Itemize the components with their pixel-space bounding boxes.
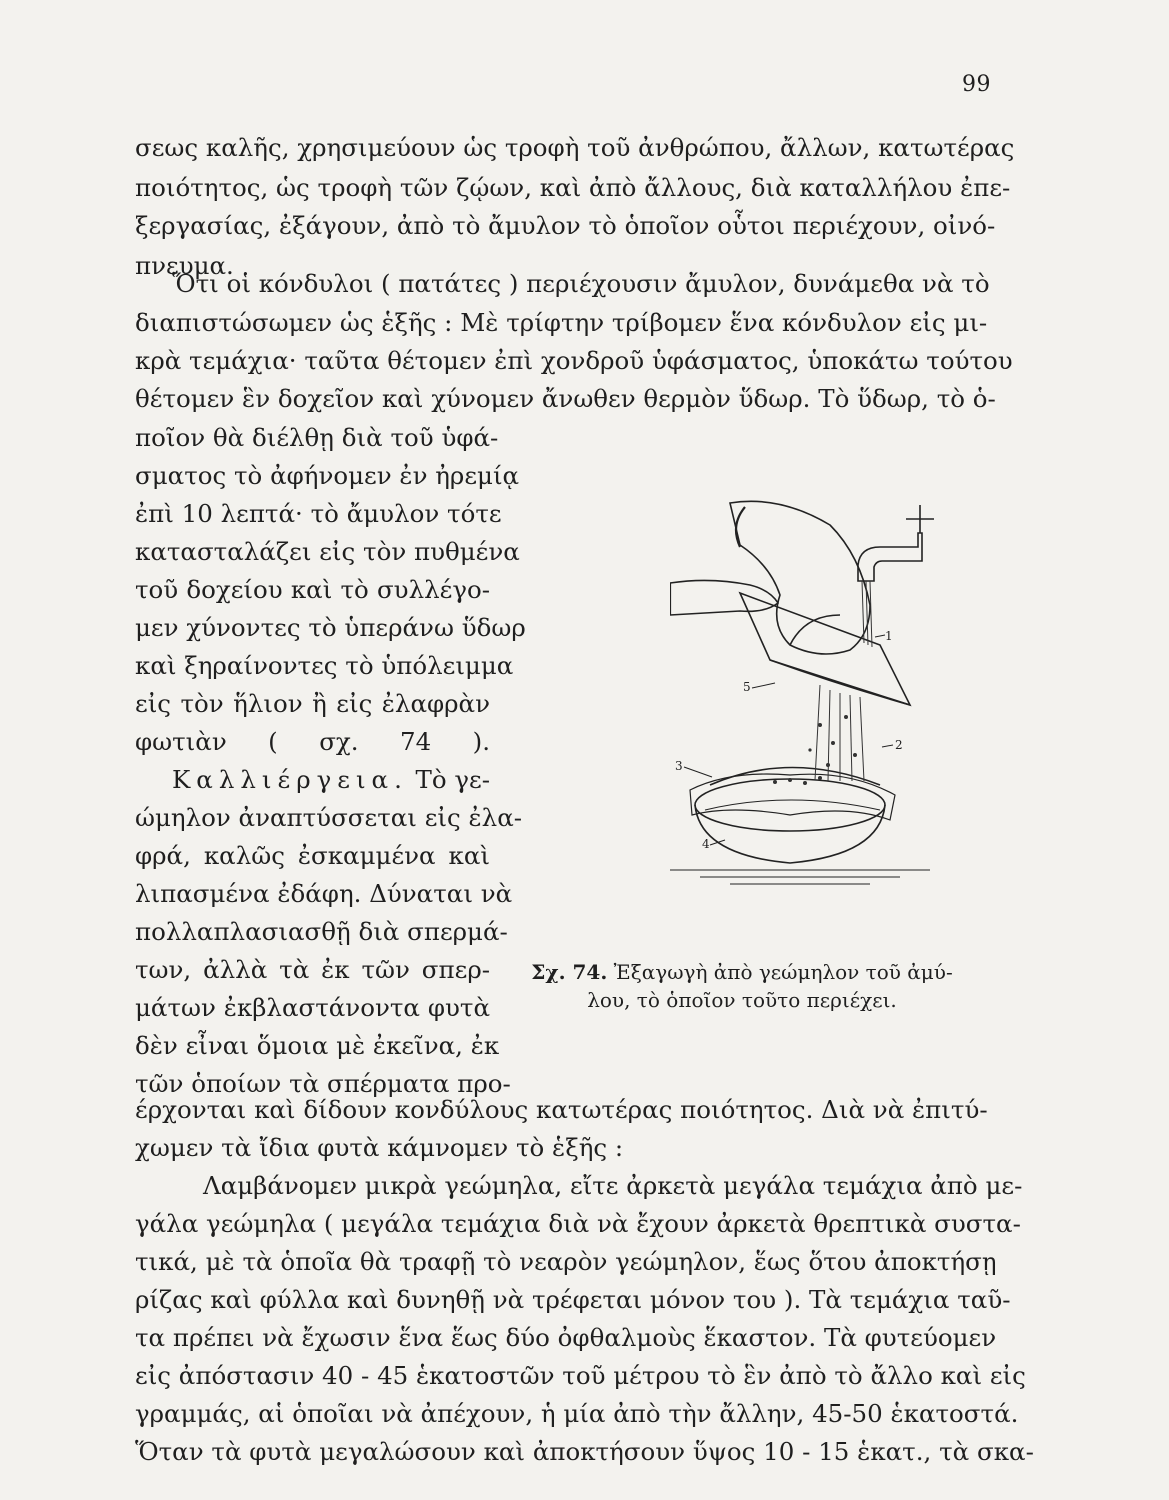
text-line: μεν χύνοντες τὸ ὑπεράνω ὕδωρ <box>135 613 526 642</box>
text-line: εἰς ἀπόστασιν 40 - 45 ἑκατοστῶν τοῦ μέτρου τὸ ἓν ἀπὸ τὸ ἄλλο καὶ εἰς <box>135 1361 1026 1390</box>
text-line: έρχονται καὶ δίδουν κονδύλους κατωτέρας ποιότητος. Διὰ νὰ ἐπιτύ- <box>135 1095 988 1124</box>
figure-caption <box>522 958 962 1014</box>
text-line: κατασταλάζει εἰς τὸν πυθμένα <box>135 537 520 566</box>
text-line: διαπιστώσωμεν ὡς ἑξῆς : Μὲ τρίφτην τρίβομεν ἕνα κόνδυλον εἰς μι- <box>135 308 988 337</box>
text-line: εἰς τὸν ἥλιον ἢ εἰς ἐλαφρὰν <box>135 689 490 718</box>
text-line: τῶν ὁποίων τὰ σπέρματα προ- <box>135 1069 511 1098</box>
text-line: τικά, μὲ τὰ ὁποῖα θὰ τραφῇ τὸ νεαρὸν γεώμηλον, ἕως ὅτου ἀποκτήσῃ <box>135 1247 997 1276</box>
text-line: λιπασμένα ἐδάφη. Δύναται νὰ <box>135 879 513 908</box>
text-line: ποιότητος, ὡς τροφὴ τῶν ζῴων, καὶ ἀπὸ ἄλλους, διὰ καταλλήλου ἐπε- <box>135 173 1011 202</box>
text-line: θέτομεν ἓν δοχεῖον καὶ χύνομεν ἄνωθεν θερμὸν ὕδωρ. Τὸ ὕδωρ, τὸ ὁ- <box>135 384 996 413</box>
text-line: ρίζας καὶ φύλλα καὶ δυνηθῇ νὰ τρέφεται μόνον του ). Τὰ τεμάχια ταῦ- <box>135 1285 1011 1314</box>
figure-marker: 4 <box>702 837 710 851</box>
text-line: τοῦ δοχείου καὶ τὸ συλλέγο- <box>135 575 490 604</box>
text-line: πολλαπλασιασθῇ διὰ σπερμά- <box>135 917 508 946</box>
text-line: σεως καλῆς, χρησιμεύουν ὡς τροφὴ τοῦ ἀνθρώπου, ἄλλων, κατωτέρας <box>135 133 1015 162</box>
text-line: γραμμάς, αἱ ὁποῖαι νὰ ἀπέχουν, ἡ μία ἀπὸ τὴν ἄλλην, 45-50 ἑκατοστά. <box>135 1399 1019 1428</box>
page-number: 99 <box>962 72 991 97</box>
text-line: Ὅταν τὰ φυτὰ μεγαλώσουν καὶ ἀποκτήσουν ὕψος 10 - 15 ἑκατ., τὰ σκα- <box>135 1437 1034 1466</box>
text-line: πνευμα. <box>135 251 234 280</box>
text-line: δὲν εἶναι ὅμοια μὲ ἐκεῖνα, ἐκ <box>135 1031 500 1060</box>
figure-marker: 1 <box>885 629 893 643</box>
figure-caption-text: Ἐξαγωγὴ ἀπὸ γεώμηλον τοῦ ἀμύ- <box>613 960 953 984</box>
text-line: Λαμβάνομεν μικρὰ γεώμηλα, εἴτε ἀρκετὰ μεγάλα τεμάχια ἀπὸ με- <box>203 1171 1023 1200</box>
text-line: Ὅτι οἱ κόνδυλοι ( πατάτες ) περιέχουσιν ἄμυλον, δυνάμεθα νὰ τὸ <box>172 269 990 298</box>
figure-label: Σχ. 74. <box>531 960 608 984</box>
text-line: φρά, καλῶς ἐσκαμμένα καὶ <box>135 841 490 870</box>
text-line: τα πρέπει νὰ ἔχωσιν ἕνα ἕως δύο ὀφθαλμοὺς ἕκαστον. Τὰ φυτεύομεν <box>135 1323 997 1352</box>
text-line: ἐπὶ 10 λεπτά· τὸ ἄμυλον τότε <box>135 499 502 528</box>
text-line: ποῖον θὰ διέλθῃ διὰ τοῦ ὑφά- <box>135 423 499 452</box>
text-line: ώμηλον ἀναπτύσσεται εἰς ἐλα- <box>135 803 523 832</box>
section-title: Καλλιέργεια. <box>172 765 408 794</box>
text-line: καὶ ξηραίνοντες τὸ ὑπόλειμμα <box>135 651 514 680</box>
text-line: γάλα γεώμηλα ( μεγάλα τεμάχια διὰ νὰ ἔχουν ἀρκετὰ θρεπτικὰ συστα- <box>135 1209 1021 1238</box>
text-line: μάτων ἐκβλαστάνοντα φυτὰ <box>135 993 490 1022</box>
figure-marker: 2 <box>895 738 903 752</box>
figure-caption-text: λου, τὸ ὁποῖον τοῦτο περιέχει. <box>587 988 897 1012</box>
text-line: κρὰ τεμάχια· ταῦτα θέτομεν ἐπὶ χονδροῦ ὑφάσματος, ὑποκάτω τούτου <box>135 346 1013 375</box>
text-line: Τὸ γε- <box>415 765 490 794</box>
figure-marker: 3 <box>675 759 683 773</box>
text-line: των, ἀλλὰ τὰ ἐκ τῶν σπερ- <box>135 955 490 984</box>
figure-marker: 5 <box>743 680 751 694</box>
text-line: φωτιὰν ( σχ. 74 ). <box>135 727 490 756</box>
text-line: σματος τὸ ἀφήνομεν ἐν ἠρεμίᾳ <box>135 461 520 490</box>
figure-74-illustration <box>670 485 970 895</box>
text-line: ξεργασίας, ἐξάγουν, ἀπὸ τὸ ἄμυλον τὸ ὁποῖον οὗτοι περιέχουν, οἰνό- <box>135 211 996 240</box>
text-line: χωμεν τὰ ἴδια φυτὰ κάμνομεν τὸ ἑξῆς : <box>135 1133 624 1162</box>
